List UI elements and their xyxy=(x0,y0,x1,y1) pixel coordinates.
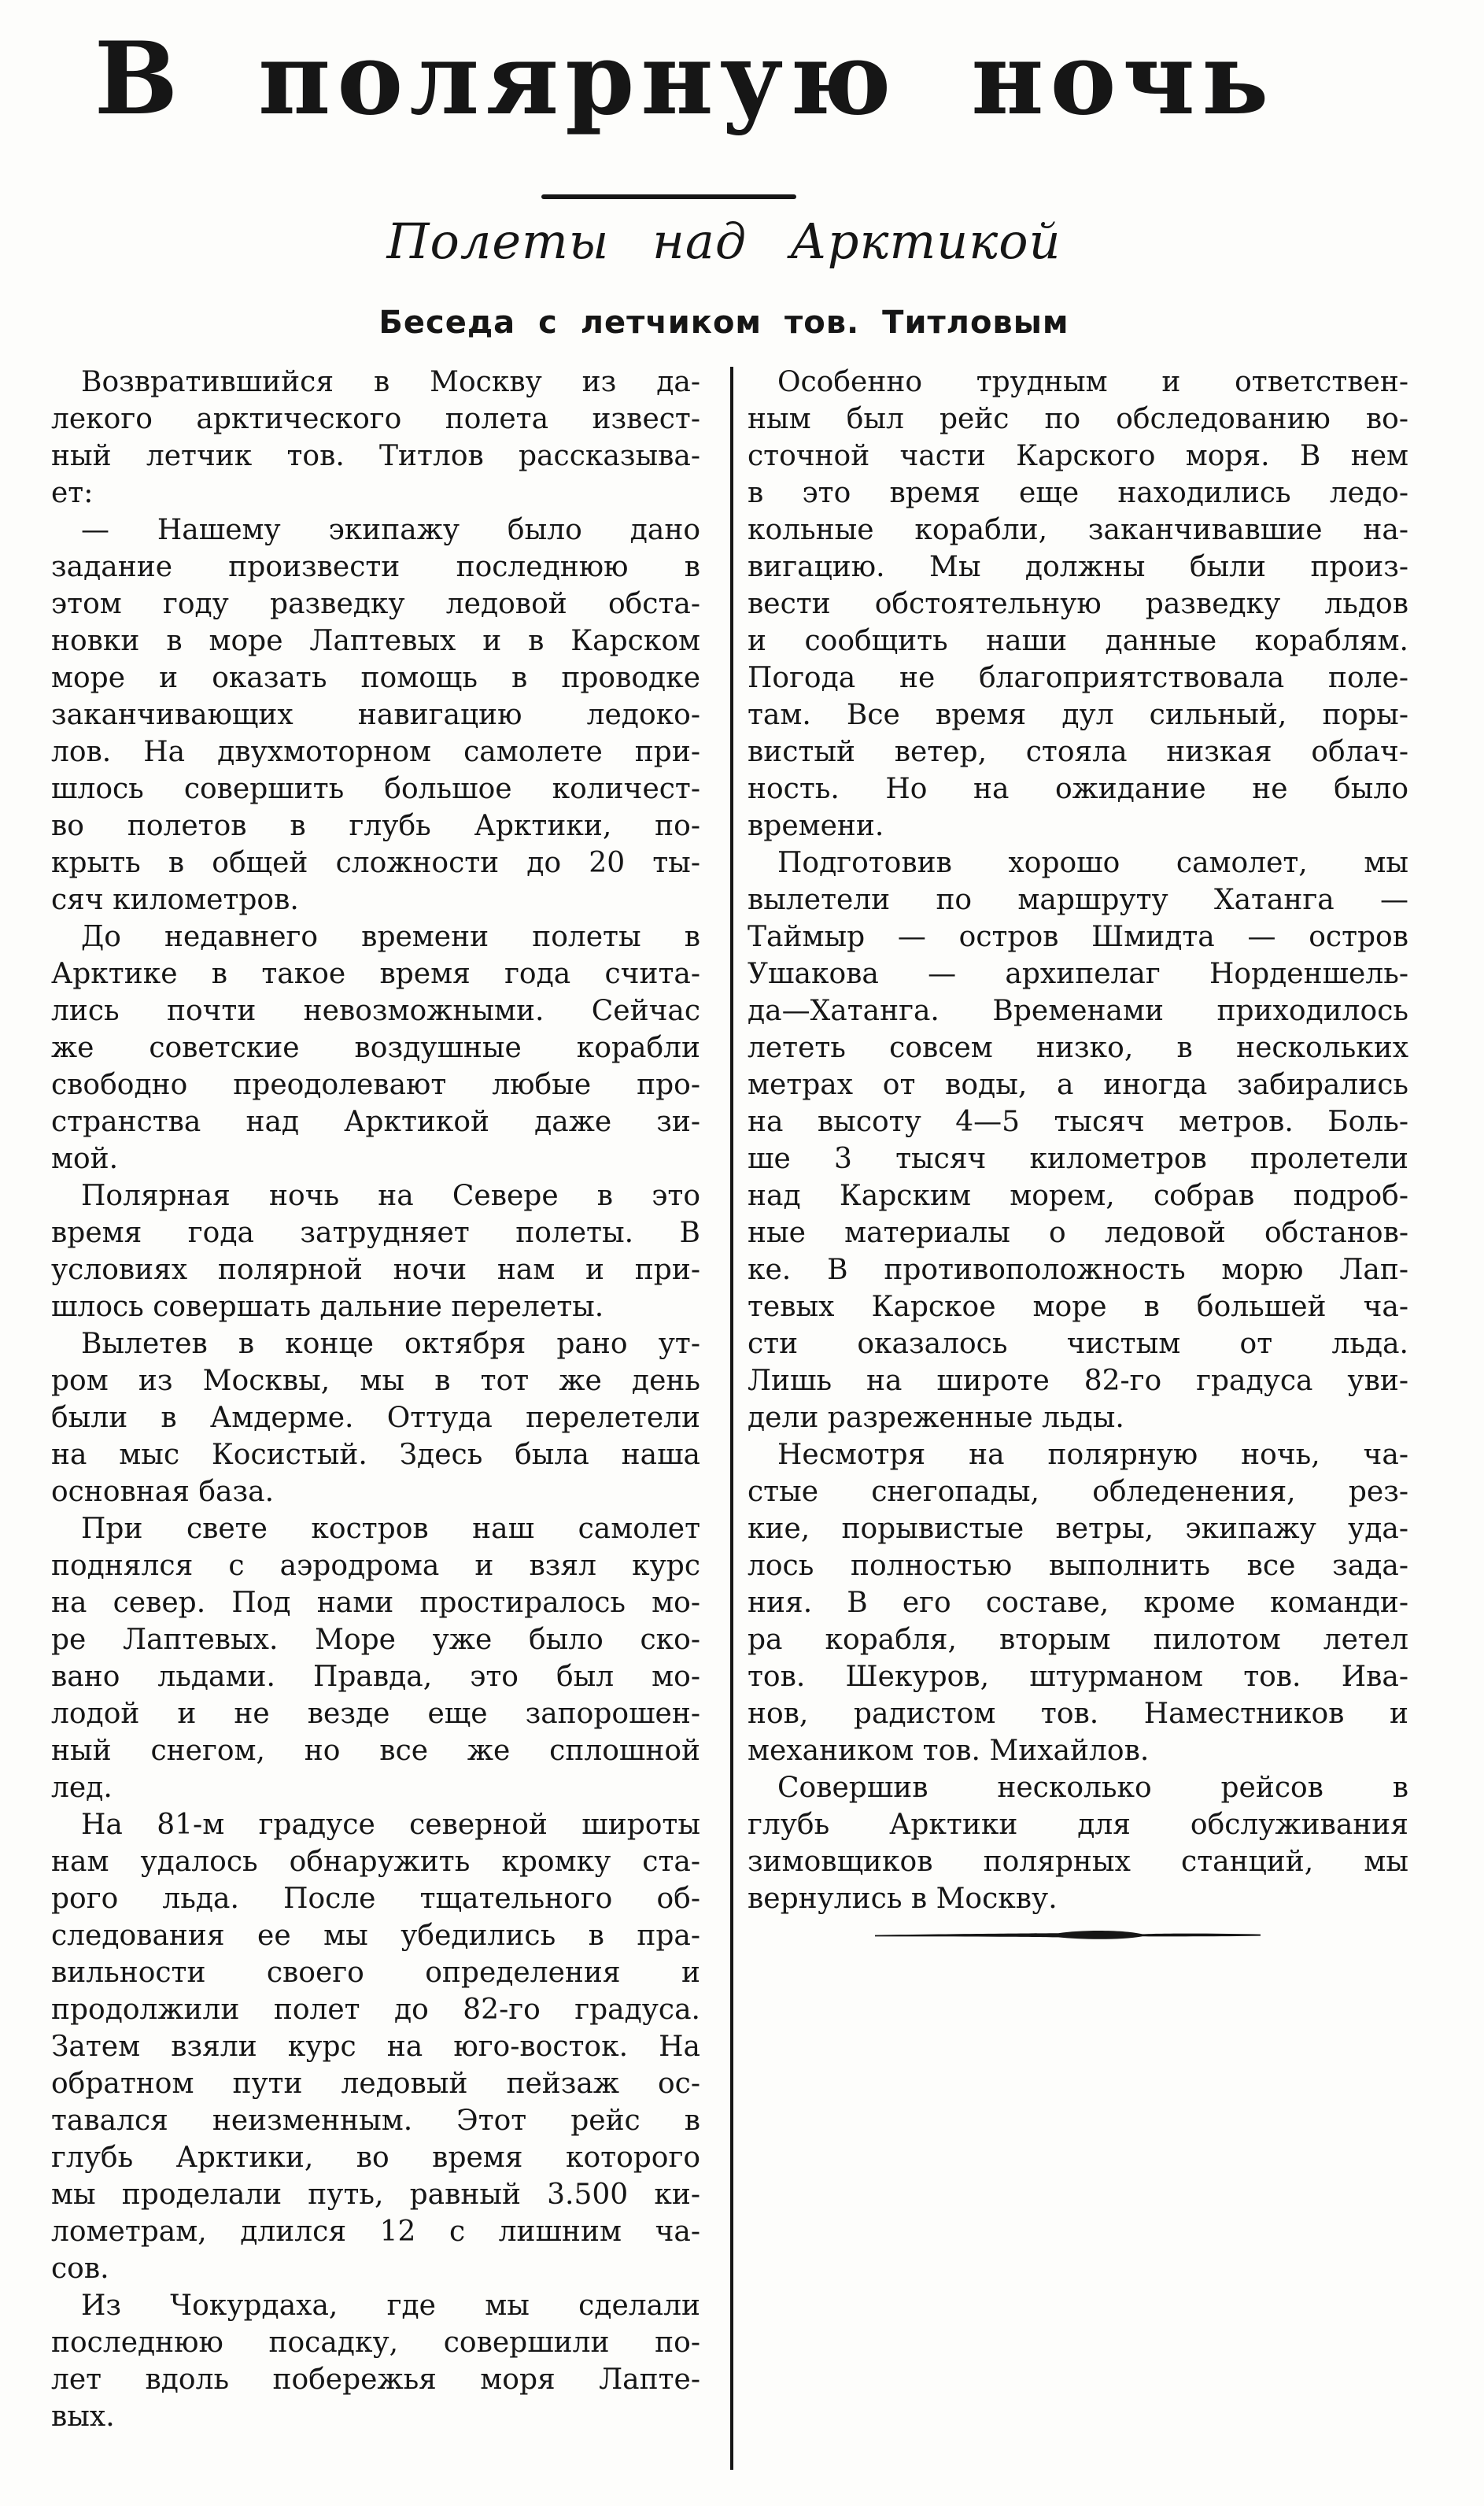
article-paragraph xyxy=(51,1177,700,1325)
text-line: вано льдами. Правда, это был мо- xyxy=(51,1661,700,1693)
text-line: вых. xyxy=(51,2401,115,2433)
text-line: глубь Арктики для обслуживания xyxy=(748,1809,1408,1841)
text-line: там. Все время дул сильный, поры- xyxy=(748,699,1408,731)
text-line: Полярная ночь на Севере в это xyxy=(81,1180,700,1212)
text-line: да—Хатанга. Временами приходилось xyxy=(748,995,1408,1027)
text-line: кольные корабли, заканчивавшие на- xyxy=(748,514,1408,546)
text-line: ет: xyxy=(51,477,94,509)
text-line: лодой и не везде еще запорошен- xyxy=(51,1698,700,1730)
text-line: и сообщить наши данные кораблям. xyxy=(748,625,1408,657)
text-line: вистый ветер, стояла низкая облач- xyxy=(748,736,1408,768)
text-line: этом году разведку ледовой обста- xyxy=(51,588,700,620)
article-paragraph xyxy=(51,2287,700,2435)
text-line: море и оказать помощь в проводке xyxy=(51,662,700,694)
text-line: на север. Под нами простиралось мо- xyxy=(51,1587,700,1619)
text-line: ния. В его составе, кроме команди- xyxy=(748,1587,1408,1619)
text-line: последнюю посадку, совершили по- xyxy=(51,2327,700,2359)
text-line: вигацию. Мы должны были произ- xyxy=(748,551,1408,583)
text-line: глубь Арктики, во время которого xyxy=(51,2142,700,2174)
text-line: были в Амдерме. Оттуда перелетели xyxy=(51,1402,700,1434)
text-line: новки в море Лаптевых и в Карском xyxy=(51,625,700,657)
column-divider-rule xyxy=(730,367,733,2470)
text-line: кие, порывистые ветры, экипажу уда- xyxy=(748,1513,1408,1545)
text-line: ные материалы о ледовой обстанов- xyxy=(748,1217,1408,1249)
left-column xyxy=(51,364,700,2435)
text-line: на мыс Косистый. Здесь была наша xyxy=(51,1439,700,1471)
text-line: Лишь на широте 82-го градуса уви- xyxy=(748,1365,1408,1397)
text-line: Возвратившийся в Москву из да- xyxy=(81,366,700,398)
article-paragraph xyxy=(748,845,1408,1436)
text-line: вильности своего определения и xyxy=(51,1957,700,1989)
article-subtitle: Полеты над Арктикой xyxy=(386,213,1061,270)
article-paragraph xyxy=(51,1325,700,1510)
text-line: На 81-м градусе северной широты xyxy=(81,1809,700,1841)
text-line: основная база. xyxy=(51,1476,275,1508)
text-line: тевых Карское море в большей ча- xyxy=(748,1291,1408,1323)
text-line: сточной части Карского моря. В нем xyxy=(748,440,1408,472)
text-line: условиях полярной ночи нам и при- xyxy=(51,1254,700,1286)
text-line: время года затрудняет полеты. В xyxy=(51,1217,700,1249)
tailpiece-rule xyxy=(875,1928,1262,1942)
text-line: во полетов в глубь Арктики, по- xyxy=(51,810,700,842)
article-paragraph xyxy=(51,918,700,1177)
text-line: сов. xyxy=(51,2253,109,2285)
article-byline: Беседа с летчиком тов. Титловым xyxy=(378,305,1069,341)
text-line: вылетели по маршруту Хатанга — xyxy=(748,884,1408,916)
text-line: обратном пути ледовый пейзаж ос- xyxy=(51,2068,700,2100)
text-line: лекого арктического полета извест- xyxy=(51,403,700,435)
text-line: Затем взяли курс на юго-восток. На xyxy=(51,2031,700,2063)
article-paragraph xyxy=(748,1769,1408,1917)
text-line: в это время еще находились ледо- xyxy=(748,477,1408,509)
text-line: Таймыр — остров Шмидта — остров xyxy=(748,921,1408,953)
text-line: вести обстоятельную разведку льдов xyxy=(748,588,1408,620)
text-line: лететь совсем низко, в нескольких xyxy=(748,1032,1408,1064)
text-line: сяч километров. xyxy=(51,884,299,916)
text-line: мой. xyxy=(51,1143,119,1175)
text-line: Ушакова — архипелаг Норденшель- xyxy=(748,958,1408,990)
text-line: свободно преодолевают любые про- xyxy=(51,1069,700,1101)
title-divider-rule xyxy=(541,194,796,199)
text-line: При свете костров наш самолет xyxy=(81,1513,700,1545)
text-line: стые снегопады, обледенения, рез- xyxy=(748,1476,1408,1508)
text-line: лет вдоль побережья моря Лапте- xyxy=(51,2364,700,2396)
text-line: тавался неизменным. Этот рейс в xyxy=(51,2105,700,2137)
text-line: заканчивающих навигацию ледоко- xyxy=(51,699,700,731)
text-line: крыть в общей сложности до 20 ты- xyxy=(51,847,700,879)
text-line: лись почти невозможными. Сейчас xyxy=(51,995,700,1027)
text-line: лед. xyxy=(51,1772,113,1804)
text-line: шлось совершить большое количест- xyxy=(51,773,700,805)
text-line: вернулись в Москву. xyxy=(748,1883,1058,1915)
article-paragraph xyxy=(51,364,700,512)
article-title: В полярную ночь xyxy=(94,20,1275,137)
text-line: на высоту 4—5 тысяч метров. Боль- xyxy=(748,1106,1408,1138)
text-line: же советские воздушные корабли xyxy=(51,1032,700,1064)
text-line: лометрам, длился 12 с лишним ча- xyxy=(51,2216,700,2248)
text-line: Арктике в такое время года счита- xyxy=(51,958,700,990)
text-line: задание произвести последнюю в xyxy=(51,551,700,583)
text-line: Совершив несколько рейсов в xyxy=(777,1772,1408,1804)
text-line: продолжили полет до 82-го градуса. xyxy=(51,1994,700,2026)
text-line: поднялся с аэродрома и взял курс xyxy=(51,1550,700,1582)
text-line: дели разреженные льды. xyxy=(748,1402,1124,1434)
text-line: нов, радистом тов. Наместников и xyxy=(748,1698,1408,1730)
text-line: шлось совершать дальние перелеты. xyxy=(51,1291,604,1323)
text-line: ше 3 тысяч километров пролетели xyxy=(748,1143,1408,1175)
text-line: Из Чокурдаха, где мы сделали xyxy=(81,2290,700,2322)
text-line: тов. Шекуров, штурманом тов. Ива- xyxy=(748,1661,1408,1693)
text-line: лов. На двухмоторном самолете при- xyxy=(51,736,700,768)
right-column xyxy=(748,364,1408,1917)
text-line: До недавнего времени полеты в xyxy=(81,921,700,953)
text-line: Подготовив хорошо самолет, мы xyxy=(777,847,1408,879)
text-line: нам удалось обнаружить кромку ста- xyxy=(51,1846,700,1878)
text-line: ный летчик тов. Титлов рассказыва- xyxy=(51,440,700,472)
article-paragraph xyxy=(51,1510,700,1806)
text-line: времени. xyxy=(748,810,884,842)
text-line: над Карским морем, собрав подроб- xyxy=(748,1180,1408,1212)
text-line: метрах от воды, а иногда забирались xyxy=(748,1069,1408,1101)
text-line: сти оказалось чистым от льда. xyxy=(748,1328,1408,1360)
text-line: Погода не благоприятствовала поле- xyxy=(748,662,1408,694)
text-line: лось полностью выполнить все зада- xyxy=(748,1550,1408,1582)
text-line: Вылетев в конце октября рано ут- xyxy=(81,1328,700,1360)
text-line: следования ее мы убедились в пра- xyxy=(51,1920,700,1952)
article-paragraph xyxy=(51,512,700,918)
text-line: ке. В противоположность морю Лап- xyxy=(748,1254,1408,1286)
text-line: странства над Арктикой даже зи- xyxy=(51,1106,700,1138)
text-line: ре Лаптевых. Море уже было ско- xyxy=(51,1624,700,1656)
text-line: — Нашему экипажу было дано xyxy=(81,514,700,546)
text-line: ный снегом, но все же сплошной xyxy=(51,1735,700,1767)
text-line: механиком тов. Михайлов. xyxy=(748,1735,1150,1767)
text-line: ным был рейс по обследованию во- xyxy=(748,403,1408,435)
text-line: ра корабля, вторым пилотом летел xyxy=(748,1624,1408,1656)
text-line: ром из Москвы, мы в тот же день xyxy=(51,1365,700,1397)
article-paragraph xyxy=(748,364,1408,845)
text-line: мы проделали путь, равный 3.500 ки- xyxy=(51,2179,700,2211)
text-line: Особенно трудным и ответствен- xyxy=(777,366,1408,398)
text-line: Несмотря на полярную ночь, ча- xyxy=(777,1439,1408,1471)
text-line: ность. Но на ожидание не было xyxy=(748,773,1408,805)
text-line: рого льда. После тщательного об- xyxy=(51,1883,700,1915)
text-line: зимовщиков полярных станций, мы xyxy=(748,1846,1408,1878)
article-paragraph xyxy=(748,1436,1408,1769)
article-paragraph xyxy=(51,1806,700,2287)
